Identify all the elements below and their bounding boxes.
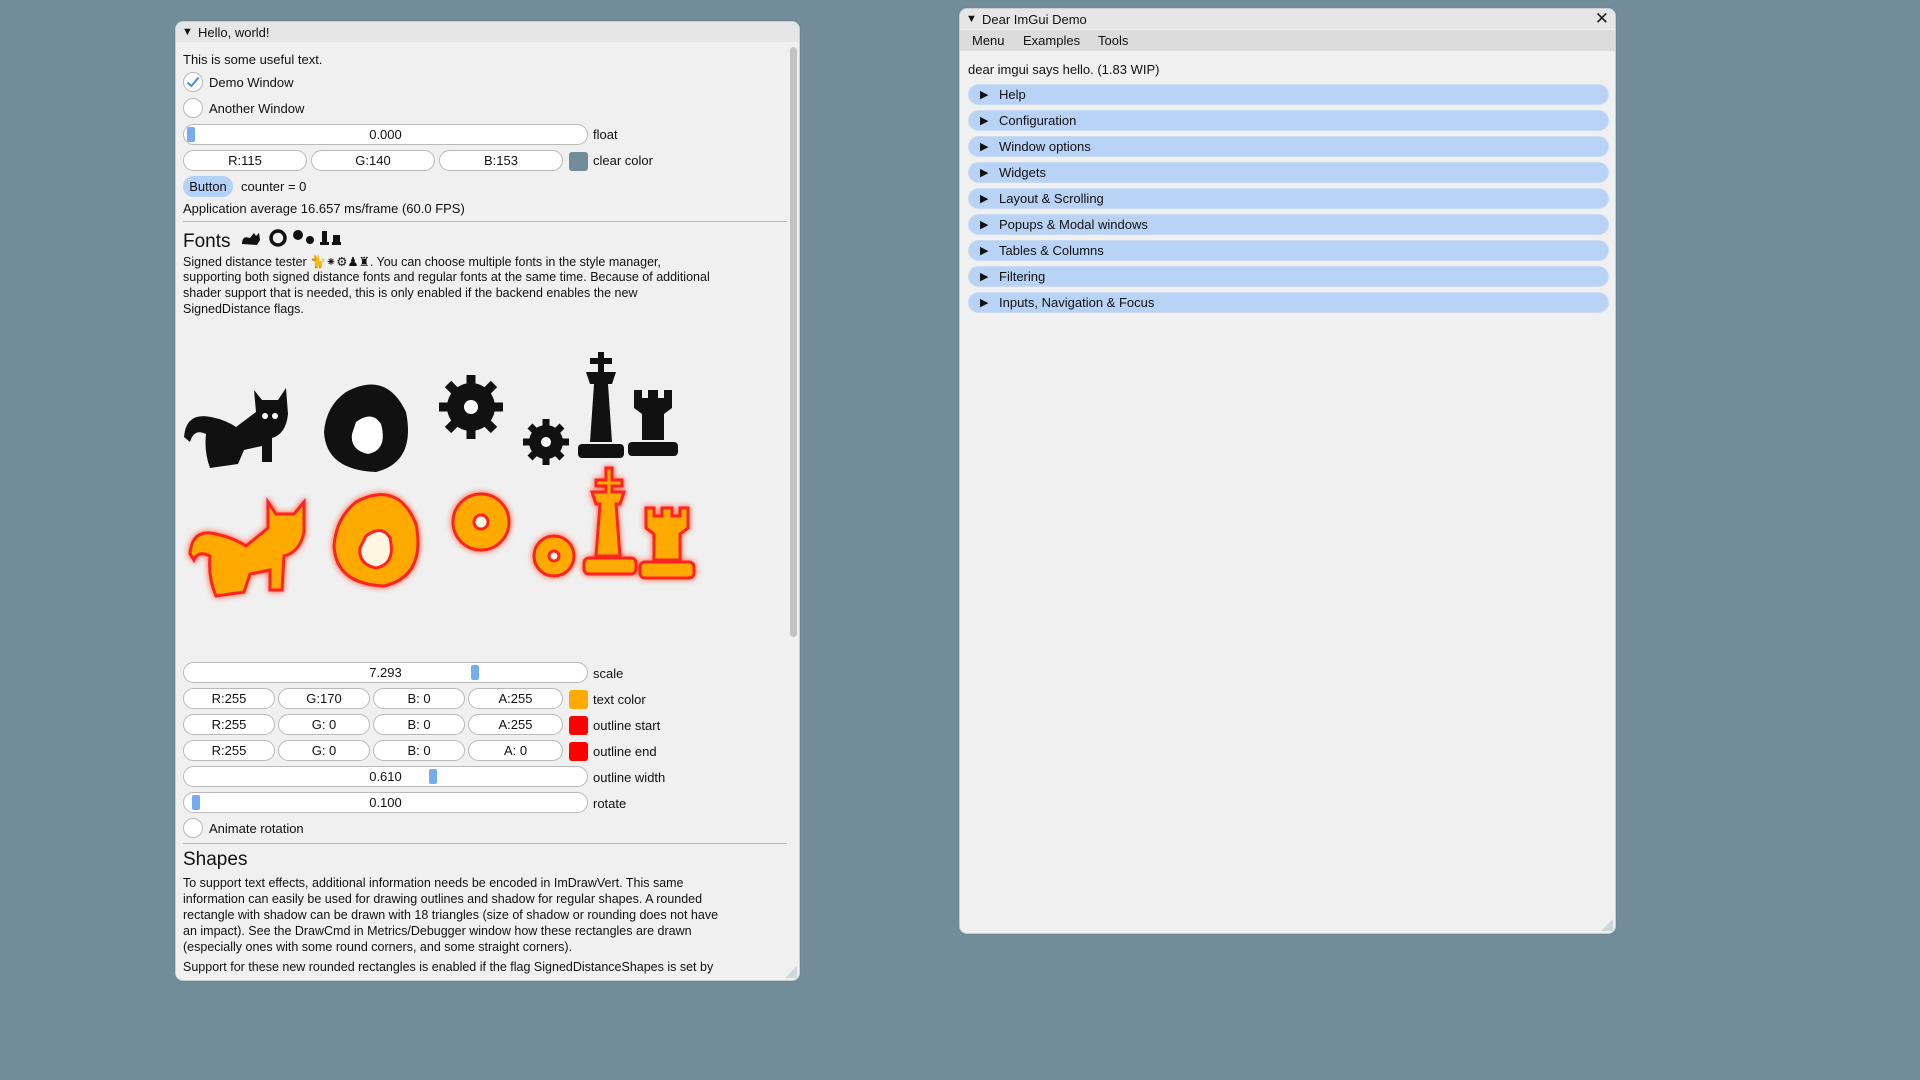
clear-color-g[interactable] [311, 150, 435, 171]
outline-end-r-value: R:255 [211, 743, 247, 758]
separator-2 [183, 843, 787, 844]
text-color-a[interactable] [468, 688, 563, 709]
outline-start-label: outline start [593, 718, 661, 733]
fire-outlined-icon [334, 495, 418, 586]
chess-rook-outlined-icon [640, 508, 694, 578]
counter-button-label: Button [189, 179, 227, 194]
rotate-value: 0.100 [369, 795, 402, 810]
animate-rotation-checkbox[interactable] [183, 818, 203, 838]
clear-color-swatch[interactable] [569, 152, 588, 171]
float-slider[interactable] [183, 124, 588, 145]
scale-slider-grab[interactable] [471, 665, 479, 680]
shapes-paragraph-line-1: To support text effects, additional information needs be encoded in ImDrawVert. This same [183, 876, 684, 890]
outline-end-b-value: B: 0 [407, 743, 431, 758]
font-glyphs-icon [240, 227, 345, 247]
another-window-checkbox[interactable] [183, 98, 203, 118]
expand-arrow-icon: ▶ [980, 193, 989, 205]
collapse-arrow-icon[interactable]: ▼ [182, 26, 193, 38]
demo-window-title: Dear ImGui Demo [982, 11, 1087, 27]
clear-color-r-value: R:115 [228, 153, 262, 168]
checkmark-icon [184, 73, 202, 91]
section-inputs-navigation-focus-label: Inputs, Navigation & Focus [999, 295, 1155, 310]
expand-arrow-icon: ▶ [980, 115, 989, 127]
outline-start-b[interactable] [373, 714, 465, 735]
outline-start-g-value: G: 0 [311, 717, 337, 732]
outline-end-g[interactable] [278, 740, 370, 761]
expand-arrow-icon: ▶ [980, 271, 989, 283]
outline-end-a-value: A: 0 [503, 743, 528, 758]
clear-color-r[interactable] [183, 150, 307, 171]
expand-arrow-icon: ▶ [980, 297, 989, 309]
counter-button[interactable] [183, 176, 233, 197]
menu-item-tools[interactable]: Tools [1098, 33, 1129, 48]
gear-icon [439, 375, 503, 439]
section-inputs-navigation-focus[interactable] [968, 292, 1609, 313]
black-glyph-row [184, 352, 678, 472]
float-label: float [593, 127, 618, 142]
outline-start-b-value: B: 0 [407, 717, 431, 732]
expand-arrow-icon: ▶ [980, 89, 989, 101]
menu-item-menu[interactable]: Menu [972, 33, 1005, 48]
close-icon[interactable]: ✕ [1594, 9, 1609, 28]
text-color-b-value: B: 0 [407, 691, 431, 706]
gear-outlined-icon [453, 494, 509, 550]
section-help-label: Help [999, 87, 1026, 102]
scale-slider[interactable] [183, 662, 588, 683]
float-value: 0.000 [369, 127, 402, 142]
cat-icon [184, 388, 288, 468]
vertical-scrollbar[interactable] [790, 47, 797, 637]
scale-label: scale [593, 666, 624, 681]
outline-start-a-value: A:255 [498, 717, 533, 732]
outline-width-slider-grab[interactable] [429, 769, 437, 784]
expand-arrow-icon: ▶ [980, 245, 989, 257]
shapes-paragraph-line-2: information can easily be used for drawing outlines and shadow for regular shapes. A rounded [183, 892, 703, 906]
useful-text: This is some useful text. [183, 52, 323, 67]
section-widgets-label: Widgets [999, 165, 1046, 180]
resize-grip[interactable] [785, 966, 797, 978]
demo-window-checkbox[interactable] [183, 72, 203, 92]
fonts-paragraph-line-2: supporting both signed distance fonts and regular fonts at the same time. Because of additional [183, 270, 710, 284]
outline-width-value: 0.610 [369, 769, 402, 784]
gear-small-icon [523, 419, 569, 465]
fonts-paragraph-line-1: Signed distance tester 🐈⁕⚙♟♜. You can choose multiple fonts in the style manager, [183, 255, 661, 269]
resize-grip[interactable] [1601, 919, 1613, 931]
hello-world-title: Hello, world! [198, 24, 270, 40]
section-configuration-label: Configuration [999, 113, 1077, 128]
rotate-label: rotate [593, 796, 627, 811]
text-color-swatch[interactable] [569, 690, 588, 709]
outline-width-slider[interactable] [183, 766, 588, 787]
hello-text: dear imgui says hello. (1.83 WIP) [968, 62, 1160, 77]
clear-color-g-value: G:140 [355, 153, 391, 168]
menu-bar [960, 30, 1615, 51]
chess-rook-icon [628, 390, 678, 456]
menu-item-examples[interactable]: Examples [1023, 33, 1081, 48]
outline-end-b[interactable] [373, 740, 465, 761]
shapes-paragraph-line-4: an impact). See the DrawCmd in Metrics/Debugger window how these rectangles are drawn [183, 924, 692, 938]
expand-arrow-icon: ▶ [980, 167, 989, 179]
chess-king-icon [578, 352, 624, 458]
text-color-a-value: A:255 [498, 691, 533, 706]
float-slider-grab[interactable] [187, 127, 195, 142]
section-popups-modal-label: Popups & Modal windows [999, 217, 1148, 232]
clear-color-label: clear color [593, 153, 653, 168]
section-filtering-label: Filtering [999, 269, 1046, 284]
shapes-paragraph-line-5: (especially ones with some round corners, and some straight corners). [183, 940, 573, 954]
imgui-demo-window [959, 8, 1616, 934]
section-filtering[interactable] [968, 266, 1609, 287]
section-window-options[interactable] [968, 136, 1609, 157]
fonts-paragraph-line-3: shader support that is needed, this is only enabled if the backend enables the new [183, 286, 638, 300]
collapse-arrow-icon[interactable]: ▼ [966, 13, 977, 25]
expand-arrow-icon: ▶ [980, 219, 989, 231]
signed-distance-preview [176, 342, 736, 652]
gear-small-outlined-icon [534, 536, 574, 576]
fonts-heading [183, 227, 345, 253]
text-color-b[interactable] [373, 688, 465, 709]
section-tables-columns[interactable] [968, 240, 1609, 261]
rotate-slider[interactable] [183, 792, 588, 813]
outline-start-a[interactable] [468, 714, 563, 735]
shapes-heading: Shapes [183, 849, 248, 870]
outline-end-g-value: G: 0 [311, 743, 337, 758]
animate-rotation-label: Animate rotation [209, 821, 304, 836]
text-color-label: text color [593, 692, 646, 707]
demo-window-label: Demo Window [209, 75, 294, 90]
outline-end-label: outline end [593, 744, 657, 759]
rotate-slider-grab[interactable] [192, 795, 200, 810]
outline-end-r[interactable] [183, 740, 275, 761]
section-configuration[interactable] [968, 110, 1609, 131]
outline-start-swatch[interactable] [569, 716, 588, 735]
clear-color-b-value: B:153 [484, 153, 518, 168]
outline-start-r[interactable] [183, 714, 275, 735]
section-widgets[interactable] [968, 162, 1609, 183]
chess-king-outlined-icon [584, 468, 636, 574]
clear-color-b[interactable] [439, 150, 563, 171]
outline-start-r-value: R:255 [211, 717, 247, 732]
expand-arrow-icon: ▶ [980, 141, 989, 153]
fonts-paragraph-line-4: SignedDistance flags. [183, 302, 304, 316]
shapes-paragraph-line-3: rectangle with shadow can be drawn with 18 triangles (size of shadow or rounding does not have [183, 908, 719, 922]
fire-icon [324, 384, 408, 472]
section-layout-scrolling[interactable] [968, 188, 1609, 209]
text-color-g[interactable] [278, 688, 370, 709]
fonts-heading-icons [240, 232, 345, 251]
app-average-text: Application average 16.657 ms/frame (60.0 FPS) [183, 201, 465, 216]
section-popups-modal[interactable] [968, 214, 1609, 235]
outline-end-a[interactable] [468, 740, 563, 761]
section-window-options-label: Window options [999, 139, 1091, 154]
counter-text: counter = 0 [241, 179, 307, 194]
scale-value: 7.293 [369, 665, 402, 680]
text-color-r-value: R:255 [211, 691, 247, 706]
outline-end-swatch[interactable] [569, 742, 588, 761]
another-window-label: Another Window [209, 101, 305, 116]
outlined-glyph-row [190, 468, 694, 596]
hello-world-window [175, 21, 800, 981]
hello-world-titlebar[interactable] [176, 22, 799, 42]
section-tables-columns-label: Tables & Columns [999, 243, 1104, 258]
cat-outlined-icon [190, 502, 304, 596]
section-layout-scrolling-label: Layout & Scrolling [999, 191, 1104, 206]
text-color-g-value: G:170 [306, 691, 342, 706]
demo-titlebar[interactable] [960, 9, 1615, 29]
shapes-paragraph-line-6: Support for these new rounded rectangles is enabled if the flag SignedDistanceShapes is set by [183, 960, 714, 974]
separator [183, 221, 787, 222]
fonts-heading-text: Fonts [183, 231, 231, 252]
outline-start-g[interactable] [278, 714, 370, 735]
outline-width-label: outline width [593, 770, 666, 785]
text-color-r[interactable] [183, 688, 275, 709]
section-help[interactable] [968, 84, 1609, 105]
